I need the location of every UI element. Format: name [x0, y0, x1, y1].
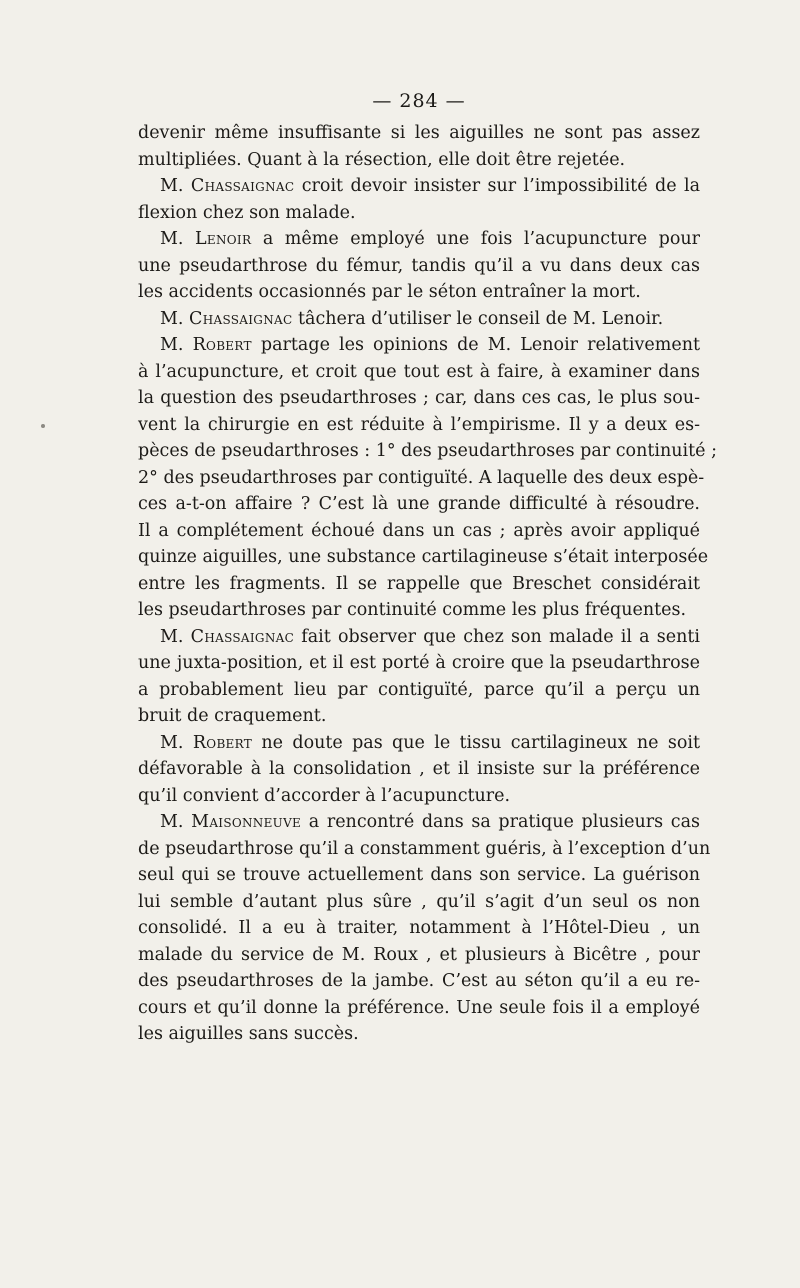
- text-line: a probablement lieu par contiguïté, parce qu’il a perçu un: [138, 679, 700, 700]
- line-text: croit devoir insister sur l’impossibilité de la: [294, 176, 701, 196]
- text-line: une juxta-position, et il est porté à croire que la pseudarthrose: [138, 653, 700, 673]
- speaker-prefix: M.: [160, 732, 193, 753]
- text-line: [138, 306, 700, 333]
- speaker-prefix: M.: [160, 812, 192, 832]
- page-number: — 284 —: [372, 90, 466, 112]
- speaker-prefix: M.: [160, 626, 191, 647]
- speaker-prefix: M.: [160, 176, 191, 196]
- line-text: a rencontré dans sa pratique plusieurs cas: [301, 812, 700, 832]
- document-page: [138, 88, 717, 1048]
- line-text: tâchera d’utiliser le conseil de M. Lenoir.: [292, 308, 664, 329]
- line-text: fait observer que chez son malade il a senti: [294, 626, 701, 647]
- paragraph: [138, 226, 700, 306]
- paragraph: [138, 306, 700, 333]
- text-line: [138, 730, 700, 757]
- text-line: 2° des pseudarthroses par contiguïté. A laquelle des deux espè-: [138, 467, 705, 488]
- text-line: qu’il convient d’accorder à l’acupuncture.: [138, 785, 511, 806]
- text-line: consolidé. Il a eu à traiter, notamment à l’Hôtel-Dieu , un: [138, 918, 700, 938]
- text-line: Il a complétement échoué dans un cas ; après avoir appliqué: [138, 520, 700, 541]
- speaker-name: Lenoir: [195, 229, 252, 249]
- paragraph: [138, 173, 700, 226]
- text-line: la question des pseudarthroses ; car, dans ces cas, le plus sou-: [138, 388, 700, 408]
- text-line: lui semble d’autant plus sûre , qu’il s’agit d’un seul os non: [138, 891, 700, 912]
- text-line: quinze aiguilles, une substance cartilagineuse s’était interposée: [138, 547, 709, 567]
- line-text: ne doute pas que le tissu cartilagineux ne soit: [252, 732, 701, 753]
- text-line: les accidents occasionnés par le séton entraîner la mort.: [138, 282, 641, 302]
- paragraph: [138, 730, 700, 810]
- speaker-prefix: M.: [160, 229, 196, 249]
- speaker-name: Chassaignac: [190, 176, 295, 196]
- text-line: pèces de pseudarthroses : 1° des pseudarthroses par continuité ;: [138, 441, 717, 461]
- paragraph: [138, 120, 700, 173]
- speaker-prefix: M.: [160, 308, 190, 329]
- text-line: [138, 624, 700, 651]
- text-body: [138, 120, 717, 1048]
- speaker-name: Maisonneuve: [191, 812, 302, 832]
- text-line: [138, 173, 700, 200]
- text-line: [138, 809, 700, 836]
- speaker-prefix: M.: [160, 335, 193, 355]
- text-line: [138, 332, 700, 359]
- text-line: multipliées. Quant à la résection, elle doit être rejetée.: [138, 149, 626, 170]
- text-line: seul qui se trouve actuellement dans son service. La guérison: [138, 865, 700, 885]
- text-line: les aiguilles sans succès.: [138, 1024, 359, 1044]
- text-line: défavorable à la consolidation , et il insiste sur la préférence: [138, 759, 700, 779]
- text-line: bruit de craquement.: [138, 706, 327, 726]
- text-line: devenir même insuffisante si les aiguilles ne sont pas assez: [138, 123, 700, 143]
- text-line: [138, 226, 700, 253]
- text-line: de pseudarthrose qu’il a constamment guéris, à l’exception d’un: [138, 838, 711, 859]
- line-text: a même employé une fois l’acupuncture pour: [251, 229, 700, 249]
- speaker-name: Chassaignac: [189, 308, 293, 329]
- speaker-name: Chassaignac: [190, 626, 295, 647]
- text-line: les pseudarthroses par continuité comme les plus fréquentes.: [138, 600, 687, 620]
- text-line: flexion chez son malade.: [138, 202, 356, 223]
- text-line: ces a-t-on affaire ? C’est là une grande difficulté à résoudre.: [138, 494, 700, 514]
- text-line: malade du service de M. Roux , et plusieurs à Bicêtre , pour: [138, 944, 700, 965]
- text-line: à l’acupuncture, et croit que tout est à faire, à examiner dans: [138, 361, 700, 382]
- text-line: cours et qu’il donne la préférence. Une seule fois il a employé: [138, 997, 700, 1018]
- paper-speck: [41, 424, 45, 428]
- text-line: des pseudarthroses de la jambe. C’est au séton qu’il a eu re-: [138, 971, 700, 991]
- paragraph: [138, 332, 717, 624]
- speaker-name: Robert: [192, 732, 253, 753]
- paragraph: [138, 624, 700, 730]
- text-line: une pseudarthrose du fémur, tandis qu’il a vu dans deux cas: [138, 255, 700, 276]
- paragraph: [138, 809, 711, 1048]
- line-text: partage les opinions de M. Lenoir relativement: [251, 335, 701, 355]
- speaker-name: Robert: [192, 335, 252, 355]
- text-line: vent la chirurgie en est réduite à l’empirisme. Il y a deux es-: [138, 414, 700, 435]
- text-line: entre les fragments. Il se rappelle que Breschet considérait: [138, 573, 700, 594]
